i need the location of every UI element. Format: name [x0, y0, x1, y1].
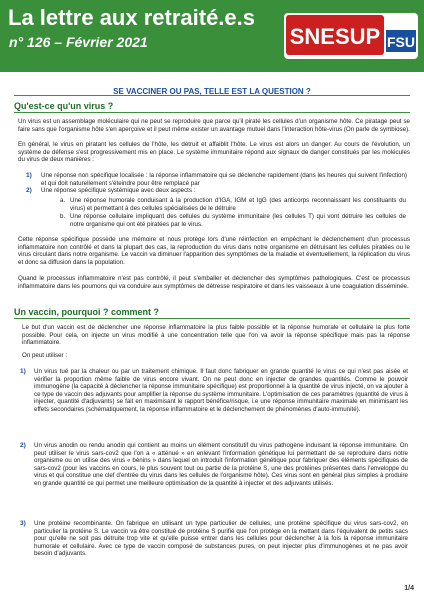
main-title: SE VACCINER OU PAS, TELLE EST LA QUESTION ?	[113, 87, 311, 96]
header-banner	[0, 0, 424, 72]
paragraph: Quand le processus inflammatoire n'est pas contrôlé, il peut s'emballer et déclencher des symptômes pathologiques. C'est ce processus inflammatoire dans les poumons qui va conduire aux symptômes de détresse respiratoire et dans les vaisseaux à une coagulation disséminée.	[18, 275, 410, 290]
paragraph: Un virus est un assemblage moléculaire qui ne peut se reproduire que parce qu'il piraté les cellules d'un organisme hôte. Ce piratage peut se faire sans que l'organisme hôte s'en aperçoive et il peut même exister un avantage mutuel dans l'interaction hôte-virus (On parle de symbiose).	[18, 118, 410, 133]
sub-list-item: Une réponse humorale conduisant à la production d'IGA, IGM et IgG (des anticorps reconnaissant les constituants du virus) et permettant à des cellules spécialisées de le détruire	[70, 197, 406, 212]
paragraph: On peut utiliser :	[22, 352, 68, 359]
section-heading-virus: Qu'est-ce qu'un virus ?	[14, 101, 114, 111]
list-item: Une réponse non spécifique localisée : la réponse inflammatoire qui se déclenche rapidement (dans les heures qui suivent l'infection) et qui doit naturellement s'éteindre pour être remplacé par	[41, 172, 407, 187]
paragraph: Le but d'un vaccin est de déclencher une réponse inflammatoire la plus faible possible et la réponse humorale et cellulaire la plus forte possible. Pour cela, on injecte un virus modifié à une concentration telle que l'on va avoir la réponse spécifique mais pas la réponse inflammatoire.	[22, 324, 410, 347]
list-item: Une protéine recombinante. On fabrique en utilisant un type particulier de cellules, une protéine spécifique du virus sars-cov2, en particulier la protéine S. Le vaccin va être constitué de protéine S purifié que l'on protège en la mettant dans l'équivalent de petits sacs pour qu'elle ne soit pas détruite trop vite et qu'elle puisse entrer dans les cellules pour déclencher à la fois la réponse immunitaire humorale et cellulaire. Avec ce type de vaccin composé de substances pures, on peut injecter plus d'immunogènes et ne pas avoir besoin d'adjuvants.	[34, 520, 408, 558]
sub-list-letter: b.	[60, 213, 66, 220]
list-item: Une réponse spécifique systémique avec deux aspects :	[41, 187, 196, 194]
page-number: 1/4	[404, 585, 414, 592]
paragraph: En général, le virus en piratant les cellules de l'hôte, les détruit et affaiblit l'hôte. Le virus est alors un danger. Au cours de l'évolution, un système de défense s'est progressivement mis en place. Le système immunitaire répond aux signaux de danger constitués par les molécules du virus de deux manières :	[18, 141, 410, 164]
list-number: 3)	[20, 520, 26, 527]
sub-list-letter: a.	[60, 197, 66, 204]
sub-list-item: Une réponse cellulaire impliquant des cellules du système immunitaire (les cellules T) qui vont détruire les cellules de notre organisme qui ont été piratées par le virus.	[70, 213, 406, 228]
list-number: 1)	[26, 172, 32, 179]
snesup-fsu-logo	[282, 10, 420, 62]
logo-text: SNESUP	[289, 24, 381, 49]
list-number: 1)	[20, 368, 26, 375]
list-number: 2)	[26, 187, 32, 194]
issue-number: n° 126 – Février 2021	[9, 34, 148, 50]
newsletter-title: La lettre aux retraité.e.s	[8, 5, 256, 30]
section-heading-vaccin: Un vaccin, pourquoi ? comment ?	[14, 307, 160, 317]
logo-sub-text: FSU	[387, 34, 415, 50]
list-number: 2)	[20, 442, 26, 449]
list-item: Un virus anodin ou rendu anodin qui contient au moins un élément constitutif du virus pathogène induisant la réponse immunitaire. On peut utiliser le virus sars-cov2 que l'on a « atténué » en enlevant l'information génétique lui permettant de se reproduire dans notre organisme ou on utilise des virus « bénins » dans lequel on introduit l'information génétique pour fabriquer des éléments spécifiques de sars-cov2 (pour les vaccins en cours, le plus souvent tout ou partie de la protéine S, une des protéines présentes dans l'enveloppe du virus et qui constitue une clef d'entrée du virus dans les cellules de l'organisme hôte). Ces virus sont en général plus simples à produire en grande quantité ce qui permet une meilleure optimisation de la quantité à injecter et des adjuvants utilisés.	[34, 442, 408, 487]
paragraph: Cette réponse spécifique possède une mémoire et nous protège lors d'une réinfection en empêchant le déclenchement d'un processus inflammatoire non contrôlé et dans la plupart des cas, la reproduction du virus dans notre organisme en détruisant les cellules piratées ou le virus circulant dans notre organisme. Le vaccin va diminuer l'apparition des symptômes de la maladie et éventuellement, la réplication du virus et donc sa diffusion dans la population.	[18, 236, 410, 266]
section-divider	[14, 112, 410, 113]
list-item: Un virus tué par la chaleur ou par un traitement chimique. Il faut donc fabriquer en grande quantité le virus ce qui n'est pas aisée et vérifier la proportion même faible de virus encore vivant. On ne peut donc en injecter de grandes quantités. Comme le pouvoir immunogène (la capacité à déclencher la réponse immunitaire spécifique) est proportionnel à la quantité de virus injecté, on va ajouter à ce type de vaccin des adjuvants pour amplifier la réponse du système immunitaire. L'optimisation de ces paramètres (quantité de virus à injecter, quantité d'adjuvants) se fait en maximisant le rapport bénéfice/risque, i.e une réponse immunitaire maximale en minimisant les effets secondaires (schématiquement, la réponse inflammatoire et le déclenchement de phénomènes d'auto-immunité).	[34, 368, 408, 413]
section-divider	[14, 318, 410, 319]
main-title-box	[14, 81, 410, 96]
